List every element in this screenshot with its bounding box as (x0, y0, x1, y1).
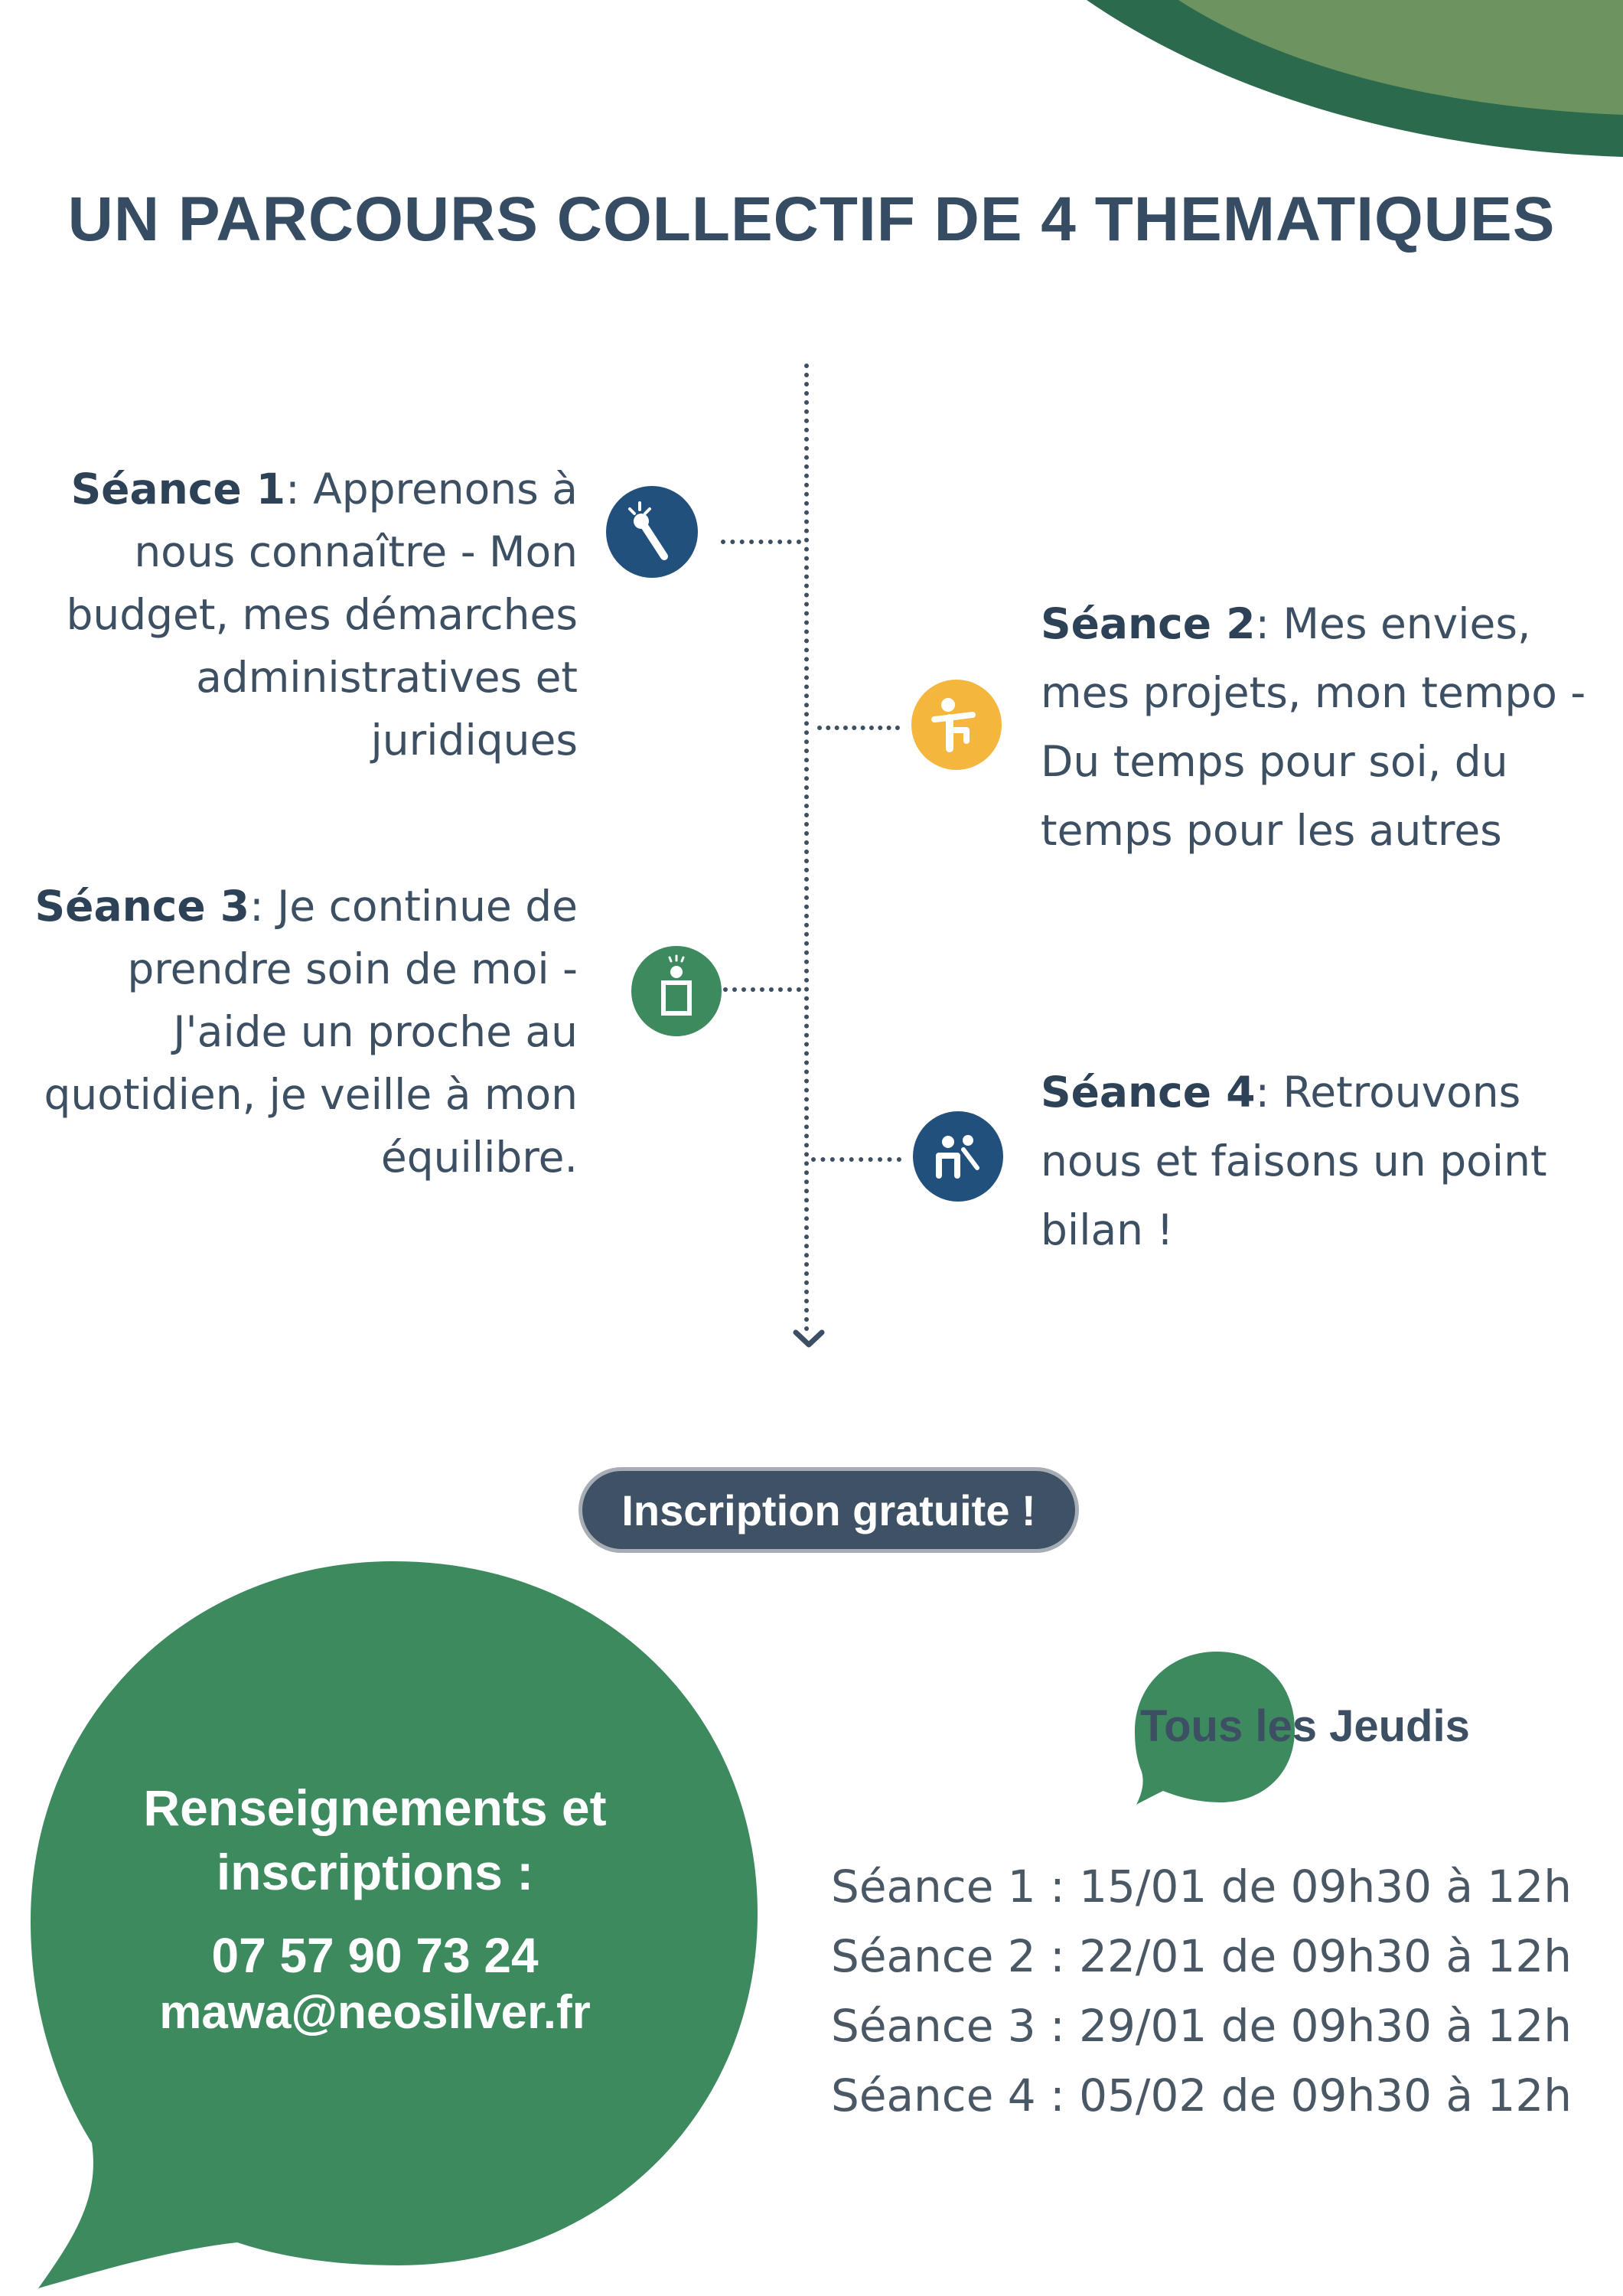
session-2-label: Séance 2 (1041, 599, 1256, 648)
contact-email[interactable]: mawa@neosilver.fr (159, 1986, 591, 2039)
schedule-item-3: Séance 3 : 29/01 de 09h30 à 12h (831, 2000, 1572, 2052)
chevron-down-icon (791, 1328, 826, 1351)
session-1-connector (721, 540, 801, 544)
session-1-label: Séance 1 (70, 465, 286, 514)
schedule-heading: Tous les Jeudis (1140, 1701, 1470, 1751)
corner-wave-decoration (0, 0, 1623, 199)
free-registration-button[interactable]: Inscription gratuite ! (578, 1467, 1079, 1553)
schedule-item-1: Séance 1 : 15/01 de 09h30 à 12h (831, 1861, 1572, 1913)
session-3-connector (723, 987, 801, 992)
contact-phone[interactable]: 07 57 90 73 24 (211, 1928, 539, 1983)
schedule-item-2: Séance 2 : 22/01 de 09h30 à 12h (831, 1930, 1572, 1982)
session-3-text (31, 875, 578, 1189)
page-title: UN PARCOURS COLLECTIF DE 4 THEMATIQUES (67, 184, 1556, 254)
session-2-text (1041, 589, 1599, 865)
contact-heading: Renseignements et inscriptions : (143, 1779, 607, 1900)
microphone-icon (606, 486, 698, 578)
session-1-description: : Apprenons à nous connaître - Mon budget, mes démarches administratives et juridiques (66, 465, 578, 765)
schedule-list (831, 1852, 1572, 2131)
person-at-podium-icon (631, 946, 722, 1036)
session-4-description: : Retrouvons nous et faisons un point bilan ! (1041, 1068, 1547, 1254)
timeline-line (804, 364, 809, 1332)
session-3-description: : Je continue de prendre soin de moi - J'aide un proche au quotidien, je veille à mon équilibre. (44, 882, 578, 1182)
session-4-connector (811, 1157, 901, 1162)
session-2-description: : Mes envies, mes projets, mon tempo - Du temps pour soi, du temps pour les autres (1041, 599, 1586, 855)
session-1-text (31, 458, 578, 771)
person-exercising-icon (911, 680, 1002, 770)
people-pair-icon (913, 1111, 1003, 1202)
session-2-connector (817, 726, 900, 730)
session-3-label: Séance 3 (34, 882, 250, 931)
contact-block (77, 1776, 673, 2040)
session-4-label: Séance 4 (1041, 1068, 1256, 1117)
session-4-text (1041, 1058, 1599, 1264)
schedule-item-4: Séance 4 : 05/02 de 09h30 à 12h (831, 2069, 1572, 2122)
